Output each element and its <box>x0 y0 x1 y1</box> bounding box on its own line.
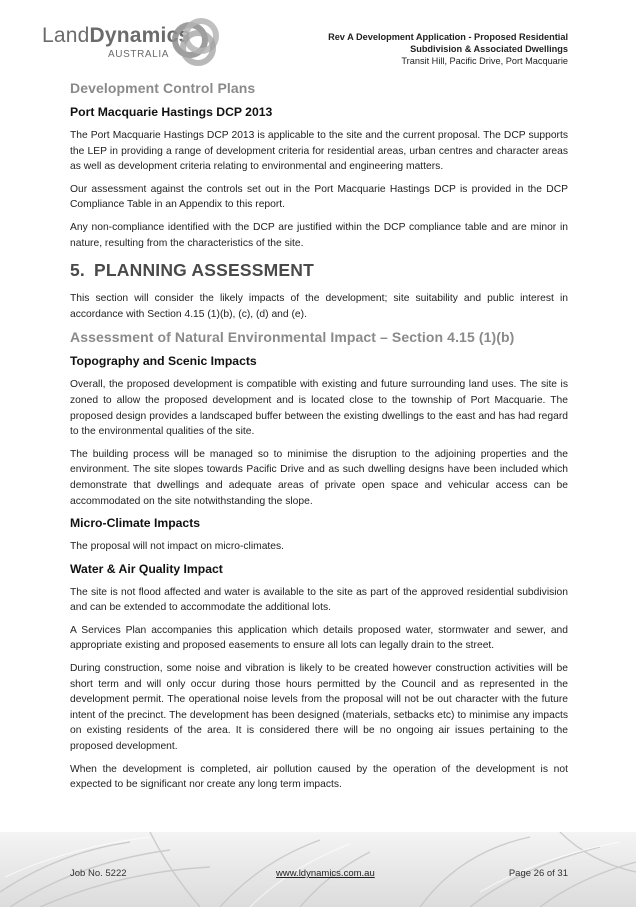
paragraph: When the development is completed, air pollution caused by the operation of the development is not expected to be significant nor create any long term impacts. <box>70 763 568 791</box>
header-address: Transit Hill, Pacific Drive, Port Macquarie <box>401 56 568 66</box>
section-number: 5. <box>70 260 85 281</box>
paragraph: The proposal will not impact on micro-climates. <box>70 541 285 553</box>
logo-wordmark: LandDynamics <box>42 24 191 47</box>
subheading-dcp-2013: Port Macquarie Hastings DCP 2013 <box>70 105 273 119</box>
header-title-line2: Subdivision & Associated Dwellings <box>410 44 568 54</box>
footer-job-number: Job No. 5222 <box>70 868 127 879</box>
paragraph: Our assessment against the controls set out in the Port Macquarie Hastings DCP is provided in the DCP Compliance Table in an Appendix to this report. <box>70 183 568 211</box>
subheading-topography: Topography and Scenic Impacts <box>70 354 257 369</box>
logo-knot-icon <box>170 14 222 70</box>
heading-development-control-plans: Development Control Plans <box>70 80 256 96</box>
paragraph: During construction, some noise and vibration is likely to be created however construction activities will be short term and will only occur during those hours permitted by the Council and as represented in the development permit. The operational noise levels from the proposal will not be out character with the future intent of the precinct. The development has been designed (materials, setbacks etc) to minimise any impacts on existing residents of the area. It is considered there will be no ongoing air issues pertaining to the proposed development. <box>70 663 568 753</box>
paragraph: The Port Macquarie Hastings DCP 2013 is applicable to the site and the current proposal. The DCP supports the LEP in providing a range of development criteria for residential areas, urban centres and character areas as well as development criteria relating to environmental and engineering matters. <box>70 130 568 173</box>
logo-subtitle: AUSTRALIA <box>108 49 169 60</box>
paragraph: Overall, the proposed development is compatible with existing and future surrounding land uses. The site is zoned to allow the proposed development and is located close to the township of Port Macquarie. The proposed design provides a landscaped buffer between the existing dwellings to the east and has had regard to the environmental qualities of the site. <box>70 379 568 438</box>
header-title-line1: Rev A Development Application - Proposed Residential <box>328 32 568 42</box>
footer-page-number: Page 26 of 31 <box>508 868 568 879</box>
document-header-info <box>328 31 568 67</box>
paragraph: The site is not flood affected and water is available to the site as part of the approved residential subdivision and can be extended to accommodate the additional lots. <box>70 586 568 614</box>
paragraph: This section will consider the likely impacts of the development; site suitability and public interest in accordance with Section 4.15 (1)(b), (c), (d) and (e). <box>70 293 568 320</box>
document-body <box>70 80 568 800</box>
section-title: PLANNING ASSESSMENT <box>94 260 314 281</box>
subheading-micro-climate: Micro-Climate Impacts <box>70 516 201 531</box>
footer-website-link[interactable]: www.ldynamics.com.au <box>276 868 375 879</box>
paragraph: The building process will be managed so to minimise the disruption to the adjoining properties and the environment. The site slopes towards Pacific Drive and as such dwelling designs have been included which demonstrate that dwellings and adequate areas of private open space and vehicular access can be accommodated on the site notwithstanding the slope. <box>70 448 568 507</box>
subheading-water-air-quality: Water & Air Quality Impact <box>70 561 223 576</box>
company-logo <box>42 14 222 74</box>
heading-natural-environmental-impact: Assessment of Natural Environmental Impact – Section 4.15 (1)(b) <box>70 329 515 346</box>
paragraph: Any non-compliance identified with the DCP are justified within the DCP compliance table and are minor in nature, resulting from the characteristics of the site. <box>70 221 568 249</box>
heading-planning-assessment <box>70 260 568 281</box>
paragraph: A Services Plan accompanies this application which details proposed water, stormwater and sewer, and appropriate existing and proposed easements to ensure all lots can legally drain to the street. <box>70 624 568 652</box>
